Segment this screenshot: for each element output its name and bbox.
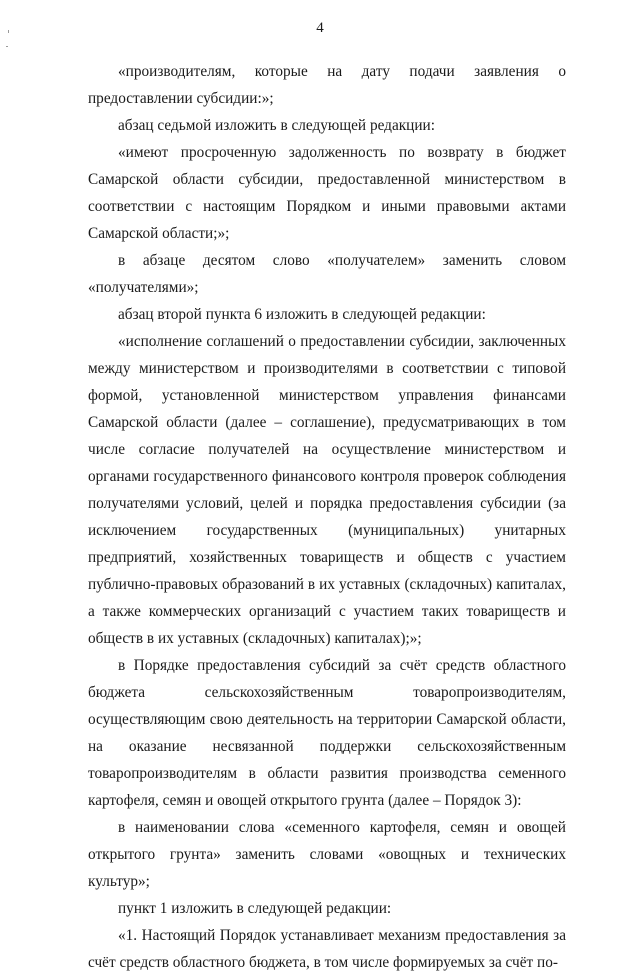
paragraph: «исполнение соглашений о предоставлении субсидии, заключенных между министерством и производителями в соответствии с типовой формой, установленной министерством управления финансами Самарской области (далее – соглашение), предусматривающих в том числе согласие получателей на осуществление министерством и органами государственного финансового контроля проверок соблюдения получателями условий, целей и порядка предоставления субсидии (за исключением государственных (муниципальных) унитарных предприятий, хозяйственных товариществ и обществ с участием публично-правовых образований в их уставных (складочных) капиталах, а также коммерческих организаций с участием таких товариществ и обществ в их уставных (складочных) капиталах);»;: [88, 333, 566, 647]
page-number: 4: [316, 20, 324, 36]
paragraph: абзац второй пункта 6 изложить в следующей редакции:: [118, 306, 486, 323]
paragraph: в абзаце десятом слово «получателем» заменить словом «получателями»;: [88, 252, 566, 296]
document-body: [88, 58, 566, 976]
paragraph: «производителям, которые на дату подачи заявления о предоставлении субсидии:»;: [88, 63, 566, 107]
paragraph: в наименовании слова «семенного картофеля, семян и овощей открытого грунта» заменить словами «овощных и технических культур»;: [88, 819, 566, 890]
paragraph: в Порядке предоставления субсидий за счёт средств областного бюджета сельскохозяйственным товаропроизводителям, осуществляющим свою деятельность на территории Самарской области, на оказание несвязанной поддержки сельскохозяйственным товаропроизводителям в области развития производства семенного картофеля, семян и овощей открытого грунта (далее – Порядок 3):: [88, 657, 566, 809]
scan-mark: [6, 46, 8, 47]
paragraph: «имеют просроченную задолженность по возврату в бюджет Самарской области субсидии, предоставленной министерством в соответствии с настоящим Порядком и иными правовыми актами Самарской области;»;: [88, 144, 566, 242]
paragraph: пункт 1 изложить в следующей редакции:: [118, 900, 392, 917]
paragraph: абзац седьмой изложить в следующей редакции:: [118, 117, 435, 134]
paragraph: «1. Настоящий Порядок устанавливает механизм предоставления за счёт средств областного бюджета, в том числе формируемых за счёт по-: [88, 927, 566, 971]
